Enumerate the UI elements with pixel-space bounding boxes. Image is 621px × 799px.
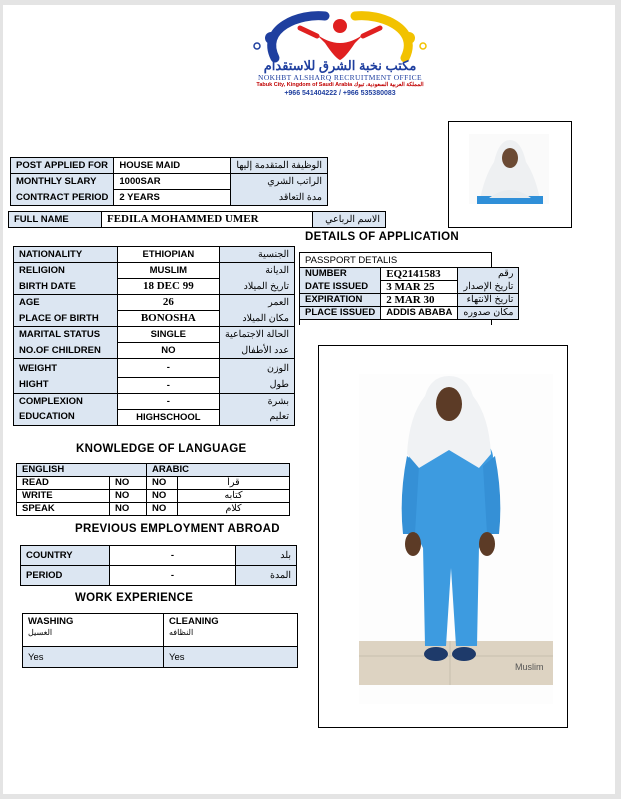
skill-arabic: كلام — [178, 503, 290, 516]
job-label: POST APPLIED FOR — [11, 158, 114, 174]
personal-label: MARITAL STATUS — [14, 327, 118, 343]
personal-label: HIGHT — [14, 377, 118, 393]
work-heading: WORK EXPERIENCE — [75, 592, 194, 604]
job-value: 2 YEARS — [114, 190, 231, 206]
language-heading: KNOWLEDGE OF LANGUAGE — [76, 443, 247, 455]
passport-value: 2 MAR 30 — [381, 294, 458, 307]
arabic-level: NO — [147, 477, 178, 490]
arabic-level: NO — [147, 503, 178, 516]
job-row-salary — [11, 174, 328, 190]
personal-label: BIRTH DATE — [14, 279, 118, 295]
personal-arabic: تعليم — [220, 409, 295, 425]
employment-row — [21, 566, 297, 586]
language-row — [17, 490, 290, 503]
passport-arabic: مكان صدوره — [458, 307, 519, 320]
full-body-photo — [318, 345, 568, 728]
skill-arabic: قرأ — [178, 477, 290, 490]
personal-arabic: بشرة — [220, 393, 295, 409]
full-name-arabic: الاسم الرباعي — [313, 212, 386, 228]
personal-value: MUSLIM — [117, 263, 219, 279]
logo-phones: +966 541404222 / +966 535380083 — [284, 90, 396, 97]
job-value: HOUSE MAID — [114, 158, 231, 174]
personal-value: 18 DEC 99 — [117, 279, 219, 295]
passport-value: 3 MAR 25 — [381, 281, 458, 294]
arabic-level: NO — [147, 490, 178, 503]
personal-value: SINGLE — [117, 327, 219, 343]
language-row — [17, 477, 290, 490]
personal-arabic: طول — [220, 377, 295, 393]
personal-row — [14, 263, 295, 279]
english-level: NO — [110, 503, 147, 516]
personal-row — [14, 343, 295, 359]
agency-logo — [205, 8, 475, 98]
employment-value: - — [110, 566, 236, 586]
personal-label: WEIGHT — [14, 359, 118, 378]
personal-value: 26 — [117, 295, 219, 311]
personal-row — [14, 327, 295, 343]
address-english: Tabuk City, Kingdom of Saudi Arabia — [256, 82, 353, 88]
job-arabic: الوظيفة المتقدمة إليها — [231, 158, 328, 174]
english-level: NO — [110, 490, 147, 503]
passport-row — [300, 268, 519, 281]
job-table — [10, 157, 328, 206]
job-row-contract — [11, 190, 328, 206]
personal-arabic: الديانة — [220, 263, 295, 279]
employment-arabic: المدة — [236, 566, 297, 586]
personal-value: HIGHSCHOOL — [117, 409, 219, 425]
skill-arabic: كتابه — [178, 490, 290, 503]
employment-heading: PREVIOUS EMPLOYMENT ABROAD — [75, 523, 280, 535]
job-row-post — [11, 158, 328, 174]
passport-label: DATE ISSUED — [300, 281, 381, 294]
personal-value: ETHIOPIAN — [117, 247, 219, 263]
address-arabic: المملكة العربية السعودية، تبوك — [353, 82, 424, 88]
logo-english-name: NOKHBT ALSHARQ RECRUITMENT OFFICE — [258, 73, 422, 82]
full-name-row — [9, 212, 386, 228]
personal-row — [14, 247, 295, 263]
english-level: NO — [110, 477, 147, 490]
personal-arabic: العمر — [220, 295, 295, 311]
full-name-table — [8, 211, 386, 228]
passport-row — [300, 307, 519, 320]
personal-label: AGE — [14, 295, 118, 311]
logo-address — [205, 82, 475, 89]
personal-arabic: الحالة الاجتماعية — [220, 327, 295, 343]
personal-row — [14, 377, 295, 393]
personal-row — [14, 393, 295, 409]
passport-label: EXPIRATION — [300, 294, 381, 307]
work-label: WASHING — [28, 616, 74, 627]
personal-label: NATIONALITY — [14, 247, 118, 263]
passport-table — [299, 267, 519, 320]
personal-row — [14, 359, 295, 378]
personal-arabic: الجنسية — [220, 247, 295, 263]
job-arabic: الراتب الشري — [231, 174, 328, 190]
personal-row — [14, 295, 295, 311]
employment-label: PERIOD — [21, 566, 110, 586]
language-table — [16, 463, 290, 516]
job-label: CONTRACT PERIOD — [11, 190, 114, 206]
details-heading: DETAILS OF APPLICATION — [305, 231, 459, 243]
passport-value: ADDIS ABABA — [381, 307, 458, 320]
language-skill: READ — [17, 477, 110, 490]
personal-value: - — [117, 393, 219, 409]
personal-table — [13, 246, 295, 426]
work-item-washing — [23, 614, 164, 647]
personal-arabic: مكان الميلاد — [220, 311, 295, 327]
personal-value: - — [117, 377, 219, 393]
full-name-value: FEDILA MOHAMMED UMER — [102, 212, 313, 228]
job-arabic: مدة التعاقد — [231, 190, 328, 206]
work-arabic: الغسيل — [28, 628, 53, 637]
applicant-headshot-icon — [449, 122, 571, 227]
personal-value: BONOSHA — [117, 311, 219, 327]
employment-arabic: بلد — [236, 546, 297, 566]
passport-title: PASSPORT DETALIS — [305, 255, 398, 266]
passport-row — [300, 294, 519, 307]
job-value: 1000SAR — [114, 174, 231, 190]
full-name-label: FULL NAME — [9, 212, 102, 228]
passport-label: PLACE ISSUED — [300, 307, 381, 320]
personal-label: RELIGION — [14, 263, 118, 279]
work-arabic: النظافه — [169, 628, 194, 637]
employment-table — [20, 545, 297, 586]
personal-arabic: تاريخ الميلاد — [220, 279, 295, 295]
language-skill: SPEAK — [17, 503, 110, 516]
work-value: Yes — [164, 647, 298, 668]
arabic-header: ARABIC — [147, 464, 290, 477]
language-header-row — [17, 464, 290, 477]
language-row — [17, 503, 290, 516]
work-header-row — [23, 614, 298, 647]
employment-row — [21, 546, 297, 566]
passport-photo — [448, 121, 572, 228]
language-skill: WRITE — [17, 490, 110, 503]
personal-value: NO — [117, 343, 219, 359]
passport-arabic: تاريخ الانتهاء — [458, 294, 519, 307]
personal-label: EDUCATION — [14, 409, 118, 425]
personal-arabic: عدد الأطفال — [220, 343, 295, 359]
personal-row — [14, 279, 295, 295]
employment-label: COUNTRY — [21, 546, 110, 566]
work-item-cleaning — [164, 614, 298, 647]
personal-label: PLACE OF BIRTH — [14, 311, 118, 327]
work-value-row — [23, 647, 298, 668]
personal-row — [14, 409, 295, 425]
passport-value: EQ2141583 — [381, 268, 458, 281]
work-value: Yes — [23, 647, 164, 668]
personal-value: - — [117, 359, 219, 378]
employment-value: - — [110, 546, 236, 566]
work-table — [22, 613, 298, 668]
english-header: ENGLISH — [17, 464, 147, 477]
passport-arabic: تاريخ الإصدار — [458, 281, 519, 294]
personal-row — [14, 311, 295, 327]
job-label: MONTHLY SLARY — [11, 174, 114, 190]
personal-label: NO.OF CHILDREN — [14, 343, 118, 359]
personal-label: COMPLEXION — [14, 393, 118, 409]
work-label: CLEANING — [169, 616, 219, 627]
photo-floor-caption: Muslim — [515, 662, 544, 672]
logo-arabic-name: مكتب نخبة الشرق للاستقدام — [263, 58, 417, 73]
passport-arabic: رقم — [458, 268, 519, 281]
personal-arabic: الوزن — [220, 359, 295, 378]
passport-label: NUMBER — [300, 268, 381, 281]
passport-row — [300, 281, 519, 294]
